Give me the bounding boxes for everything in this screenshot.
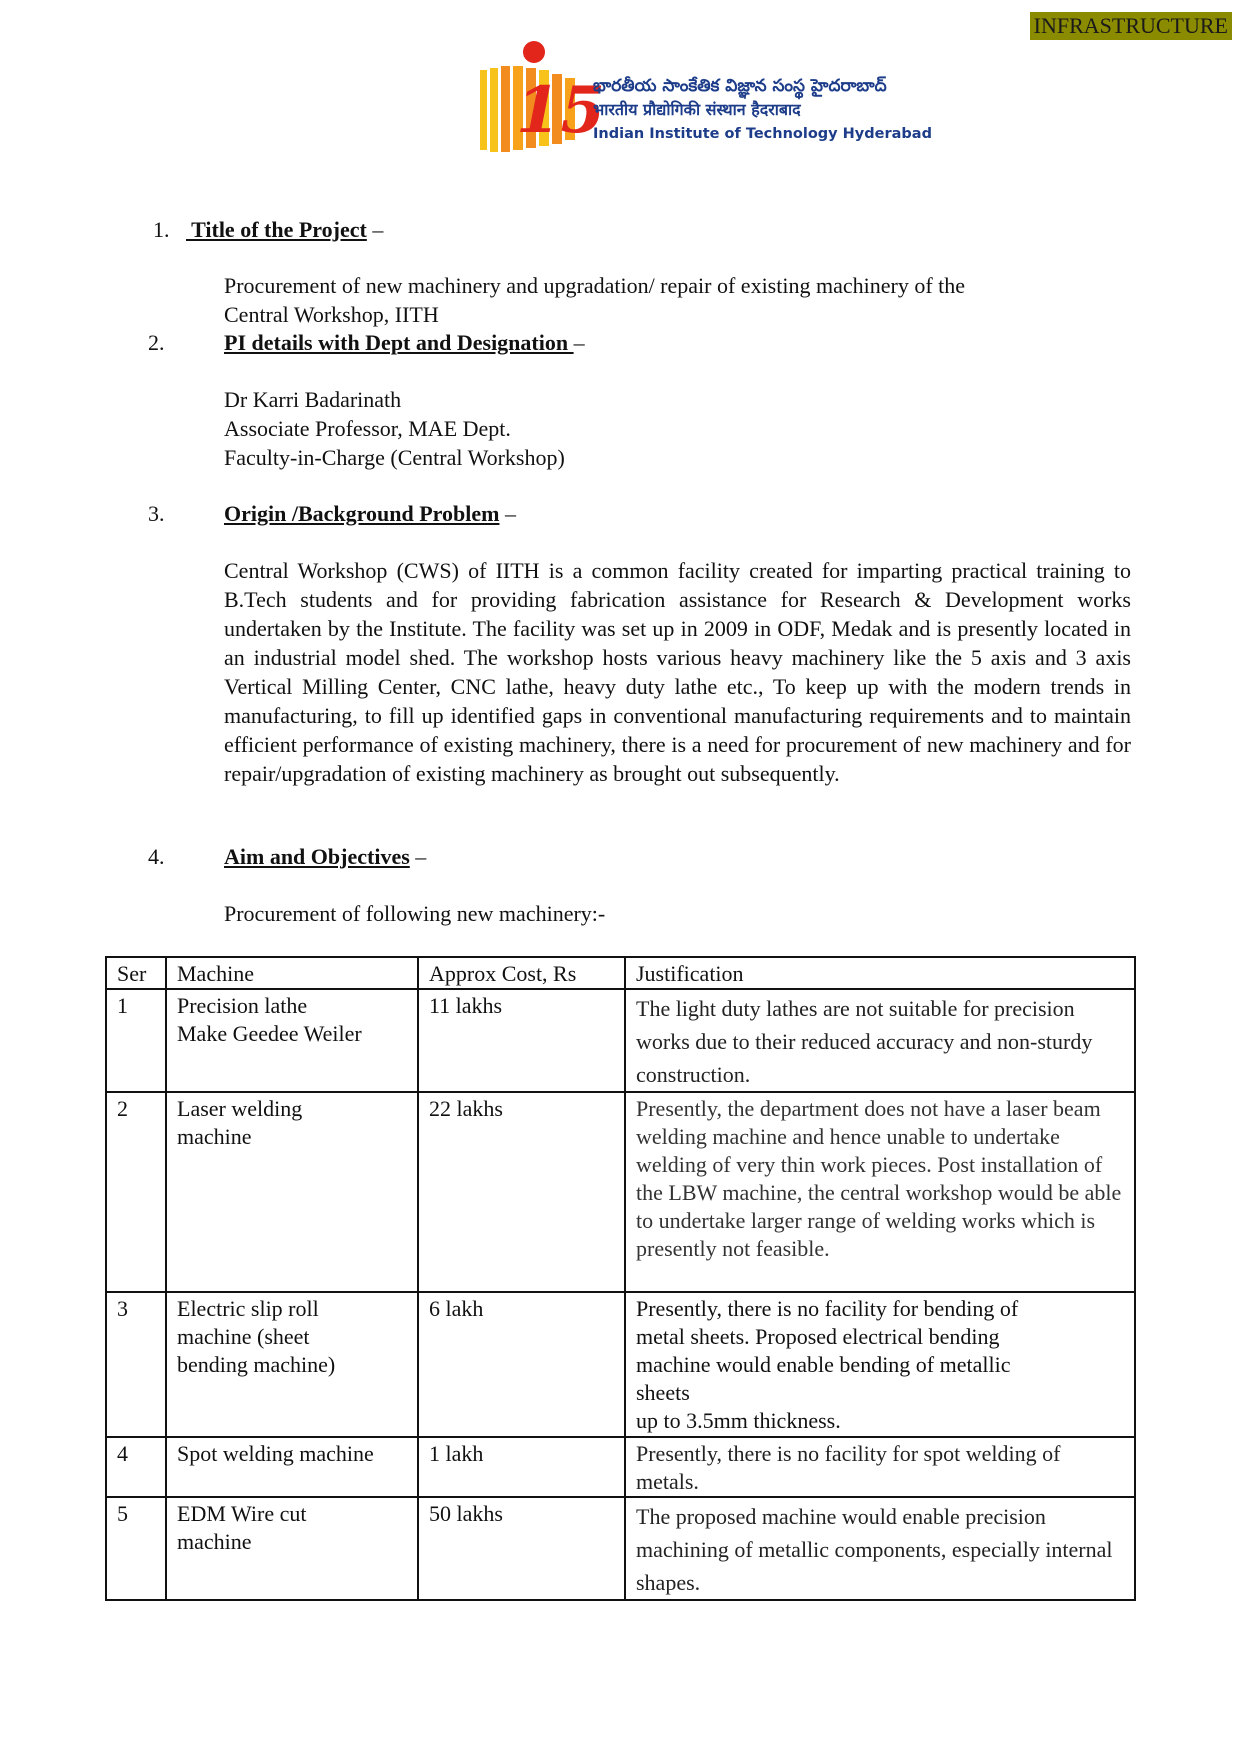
section-2-body: Dr Karri Badarinath Associate Professor, MAE Dept. Faculty-in-Charge (Central Workshop) (224, 387, 565, 470)
cell-cost: 50 lakhs (418, 1497, 625, 1600)
cell-machine: Electric slip roll machine (sheet bending machine) (166, 1292, 418, 1437)
cell-cost: 6 lakh (418, 1292, 625, 1437)
section-3-number: 3. (148, 501, 165, 526)
cell-machine: Spot welding machine (166, 1437, 418, 1497)
table-row (106, 989, 1135, 1092)
cell-ser: 2 (106, 1092, 166, 1292)
cell-machine: EDM Wire cut machine (166, 1497, 418, 1600)
table-row (106, 1497, 1135, 1600)
section-title: Aim and Objectives (224, 844, 410, 869)
cell-ser: 5 (106, 1497, 166, 1600)
logo-telugu-text: భారతీయ సాంకేతిక విజ్ఞాన సంస్థ హైదరాబాద్ (593, 76, 887, 96)
cell-justification: The proposed machine would enable precision machining of metallic components, especially internal shapes. (625, 1497, 1135, 1600)
cell-ser: 4 (106, 1437, 166, 1497)
svg-text:15: 15 (516, 73, 606, 148)
table-row (106, 1092, 1135, 1292)
table-row (106, 1437, 1135, 1497)
iith-15-years-emblem-icon (478, 40, 606, 158)
section-1-body: Procurement of new machinery and upgradation/ repair of existing machinery of the Central Workshop, IITH (224, 273, 966, 327)
cell-justification: Presently, there is no facility for spot welding of metals. (625, 1437, 1135, 1497)
cell-cost: 1 lakh (418, 1437, 625, 1497)
cell-ser: 3 (106, 1292, 166, 1437)
section-1-heading: 1. Title of the Project – (153, 217, 384, 242)
cell-cost: 22 lakhs (418, 1092, 625, 1292)
section-2-heading: PI details with Dept and Designation – (224, 330, 585, 355)
header-ser: Ser (106, 957, 166, 989)
cell-machine: Precision lathe Make Geedee Weiler (166, 989, 418, 1092)
iith-logo (478, 40, 932, 158)
section-3-paragraph: Central Workshop (CWS) of IITH is a common facility created for imparting practical training to B.Tech students and for providing fabrication assistance for Research & Development works undertaken by the Institute. The facility was set up in 2009 in ODF, Medak and is presently located in an industrial model shed. The workshop hosts various heavy machinery like the 5 axis and 3 axis Vertical Milling Center, CNC lathe, heavy duty lathe etc., To keep up with the modern trends in manufacturing, to fill up identified gaps in conventional manufacturing requirements and to maintain efficient performance of existing machinery, there is a need for procurement of new machinery and for repair/upgradation of existing machinery as brought out subsequently. (224, 558, 1131, 786)
header-machine: Machine (166, 957, 418, 989)
logo-english-text: Indian Institute of Technology Hyderabad (593, 126, 932, 142)
section-2-number: 2. (148, 330, 165, 355)
cell-justification: Presently, there is no facility for bending of metal sheets. Proposed electrical bending machine would enable bending of metallic sheets up to 3.5mm thickness. (625, 1292, 1135, 1437)
section-4-heading: Aim and Objectives – (224, 844, 427, 869)
cell-cost: 11 lakhs (418, 989, 625, 1092)
table-header-row (106, 957, 1135, 989)
cell-justification: The light duty lathes are not suitable for precision works due to their reduced accuracy and non-sturdy construction. (625, 989, 1135, 1092)
cell-ser: 1 (106, 989, 166, 1092)
logo-hindi-text: भारतीय प्रौद्योगिकी संस्थान हैदराबाद (593, 100, 801, 119)
header-justification: Justification (625, 957, 1135, 989)
machinery-table (105, 956, 1136, 1601)
cell-justification: Presently, the department does not have a laser beam welding machine and hence unable to undertake welding of very thin work pieces. Post installation of the LBW machine, the central workshop would be able to undertake larger range of welding works which is presently not feasible. (625, 1092, 1135, 1292)
category-tag: INFRASTRUCTURE (1030, 12, 1232, 40)
section-title: PI details with Dept and Designation (224, 330, 574, 355)
section-3-heading: Origin /Background Problem – (224, 501, 516, 526)
section-4-body: Procurement of following new machinery:- (224, 901, 606, 926)
cell-machine: Laser welding machine (166, 1092, 418, 1292)
section-title: Origin /Background Problem (224, 501, 500, 526)
header-cost: Approx Cost, Rs (418, 957, 625, 989)
section-4-number: 4. (148, 844, 165, 869)
section-number: 1. (153, 217, 170, 242)
section-title: Title of the Project (186, 217, 367, 242)
table-row (106, 1292, 1135, 1437)
